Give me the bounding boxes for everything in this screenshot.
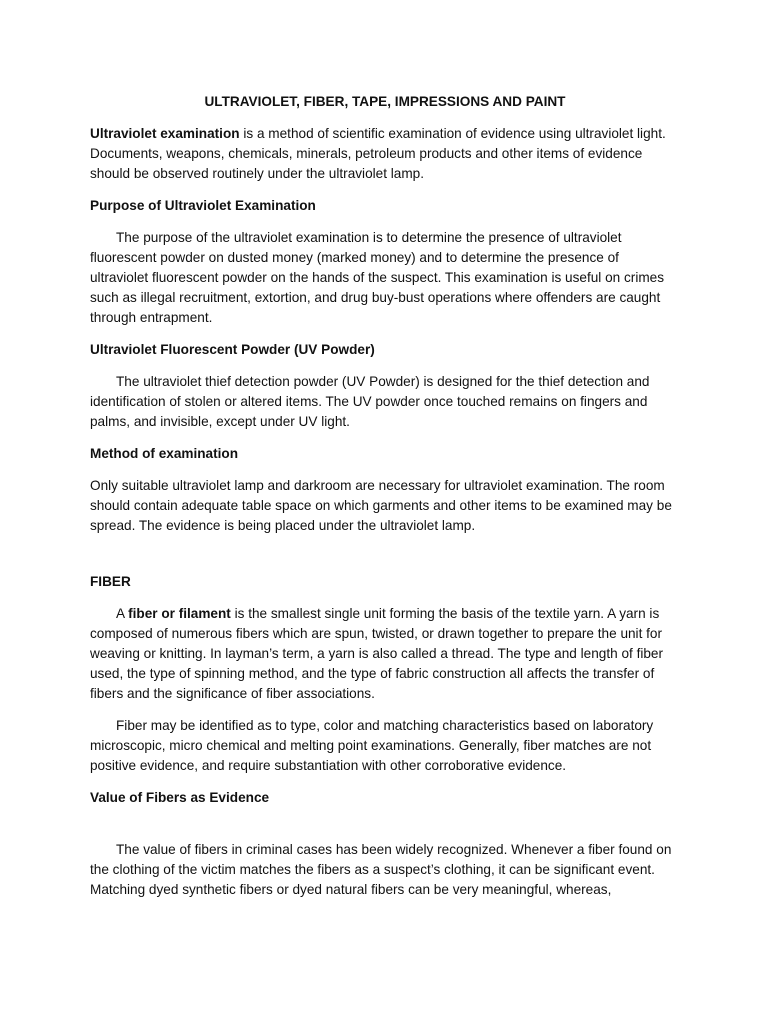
purpose-paragraph: The purpose of the ultraviolet examination is to determine the presence of ultraviolet fluorescent powder on dusted money (marked money) and to determine the presence of ultraviolet fluorescent powder on the hands of the suspect. This examination is useful on crimes such as illegal recruitment, extortion, and drug buy-bust operations where offenders are caught through entrapment. xyxy=(90,230,665,325)
fiber-p1-text: is the smallest single unit forming the basis of the textile yarn. A yarn is composed of numerous fibers which are spun, twisted, or drawn together to prepare the unit for weaving or knitting. In layman’s term, a yarn is also called a thread. The type and length of fiber used, the type of spinning method, and the type of fabric construction all affects the transfer of fibers and the significance of fiber associations. xyxy=(90,606,664,701)
intro-term: Ultraviolet examination xyxy=(90,126,240,141)
fiber-heading: FIBER xyxy=(90,574,131,589)
fiber-p1-prefix: A xyxy=(116,606,129,621)
value-paragraph: The value of fibers in criminal cases has been widely recognized. Whenever a fiber found on the clothing of the victim matches the fibers as a suspect’s clothing, it can be significant event. Matching dyed synthetic fibers or dyed natural fibers can be very meaningful, whereas, xyxy=(90,842,672,897)
powder-paragraph: The ultraviolet thief detection powder (UV Powder) is designed for the thief detection and identification of stolen or altered items. The UV powder once touched remains on fingers and palms, and invisible, except under UV light. xyxy=(90,374,650,429)
intro-text: is a method of scientific examination of evidence using ultraviolet light. Documents, weapons, chemicals, minerals, petroleum products and other items of evidence should be observed routinely under the ultraviolet lamp. xyxy=(90,126,666,181)
fiber-paragraph-2: Fiber may be identified as to type, color and matching characteristics based on laboratory microscopic, micro chemical and melting point examinations. Generally, fiber matches are not positive evidence, and require substantiation with other corroborative evidence. xyxy=(90,718,654,773)
purpose-heading: Purpose of Ultraviolet Examination xyxy=(90,198,316,213)
fiber-paragraph-1 xyxy=(90,604,680,704)
method-paragraph: Only suitable ultraviolet lamp and darkroom are necessary for ultraviolet examination. The room should contain adequate table space on which garments and other items to be examined may be spread. The evidence is being placed under the ultraviolet lamp. xyxy=(90,478,672,533)
powder-heading: Ultraviolet Fluorescent Powder (UV Powder) xyxy=(90,342,375,357)
fiber-term: fiber or filament xyxy=(128,606,231,621)
value-heading: Value of Fibers as Evidence xyxy=(90,790,270,805)
method-heading: Method of examination xyxy=(90,446,239,461)
document-title: ULTRAVIOLET, FIBER, TAPE, IMPRESSIONS AND PAINT xyxy=(204,94,566,109)
intro-paragraph xyxy=(90,124,680,184)
document-page xyxy=(90,92,680,912)
